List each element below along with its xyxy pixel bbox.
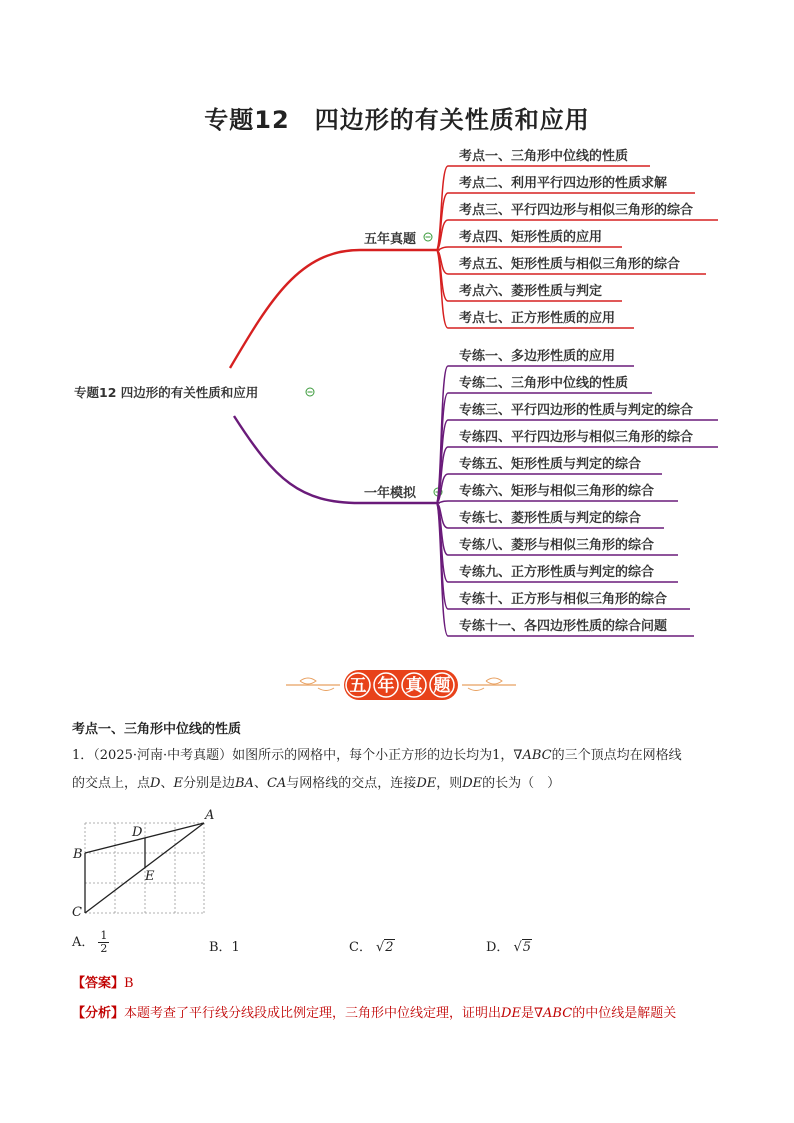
banner-char: 题 xyxy=(433,676,451,696)
answer-value: B xyxy=(124,976,134,991)
mindmap-item: 专练七、菱形性质与判定的综合 xyxy=(459,511,642,526)
grid-figure xyxy=(72,806,222,921)
question-text: 与网格线的交点，连接 xyxy=(286,776,417,791)
option-c xyxy=(349,936,395,955)
point-label: E xyxy=(173,776,183,791)
banner-char: 年 xyxy=(377,676,395,696)
label-a: A xyxy=(205,808,215,823)
mindmap-item: 考点五、矩形性质与相似三角形的综合 xyxy=(459,257,681,272)
denominator: 2 xyxy=(100,942,108,955)
question-text: ，则 xyxy=(436,776,463,791)
numerator: 1 xyxy=(100,929,108,942)
mindmap-item: 专练五、矩形性质与判定的综合 xyxy=(459,457,642,472)
radicand: 2 xyxy=(385,940,394,955)
radicand: 5 xyxy=(522,940,532,955)
section-heading: 考点一、三角形中位线的性质 xyxy=(72,722,242,737)
segment-label: CA xyxy=(266,776,287,791)
question-text: 、 xyxy=(253,776,267,791)
section-banner xyxy=(286,670,516,700)
mindmap-item: 专练十一、各四边形性质的综合问题 xyxy=(459,619,668,634)
question-text: 、 xyxy=(160,776,174,791)
question-text: 1．（2025·河南·中考真题）如图所示的网格中，每个小正方形的边长均为1， xyxy=(72,748,514,763)
question-line-1 xyxy=(72,742,732,770)
answer-options xyxy=(72,930,732,962)
mindmap-root: 专题12 四边形的有关性质和应用 xyxy=(74,385,259,400)
mindmap-item: 专练一、多边形性质的应用 xyxy=(459,349,616,364)
branch-label: 一年模拟 xyxy=(364,486,417,501)
mindmap-item: 考点二、利用平行四边形的性质求解 xyxy=(459,176,668,191)
analysis-line xyxy=(72,1000,742,1028)
answer-tag: 【答案】 xyxy=(72,976,125,991)
item-connector xyxy=(436,501,678,503)
sqrt-expression: √2 xyxy=(375,940,394,955)
option-label: B．1 xyxy=(209,940,240,955)
branch-label: 五年真题 xyxy=(364,232,417,247)
mindmap-item: 考点一、三角形中位线的性质 xyxy=(459,149,629,164)
label-b: B xyxy=(73,847,83,862)
triangle-symbol: ∇ABC xyxy=(513,748,552,763)
mindmap-item: 专练四、平行四边形与相似三角形的综合 xyxy=(459,430,694,445)
mindmap-item: 考点三、平行四边形与相似三角形的综合 xyxy=(459,203,694,218)
analysis-text: 的中位线是解题关 xyxy=(572,1006,677,1021)
option-label: D． xyxy=(486,940,510,955)
mindmap-item: 考点七、正方形性质的应用 xyxy=(459,311,616,326)
banner-char: 真 xyxy=(405,676,423,696)
question-text: 的长为（ ） xyxy=(482,776,561,791)
segment-label: DE xyxy=(462,776,483,791)
option-a xyxy=(72,930,109,955)
mindmap-item: 专练三、平行四边形的性质与判定的综合 xyxy=(459,403,694,418)
mindmap-item: 专练二、三角形中位线的性质 xyxy=(459,376,629,391)
option-d xyxy=(486,936,532,955)
question-line-2 xyxy=(72,770,732,798)
fraction xyxy=(98,930,109,955)
mindmap-item: 考点四、矩形性质的应用 xyxy=(459,230,603,245)
page-title: 专题12 四边形的有关性质和应用 xyxy=(204,106,590,134)
option-label: A． xyxy=(72,935,95,950)
option-b xyxy=(209,936,240,955)
point-label: D xyxy=(150,776,161,791)
label-c: C xyxy=(72,905,82,920)
sqrt-expression: √5 xyxy=(513,940,532,955)
option-label: C． xyxy=(349,940,372,955)
triangle-symbol: ∇ABC xyxy=(533,1006,573,1021)
branch-connector xyxy=(230,250,436,368)
mindmap-item: 考点六、菱形性质与判定 xyxy=(459,284,603,299)
analysis-text: 是 xyxy=(520,1006,534,1021)
mindmap-item: 专练九、正方形性质与判定的综合 xyxy=(459,565,655,580)
label-d: D xyxy=(132,825,143,840)
mindmap-item: 专练十、正方形与相似三角形的综合 xyxy=(459,592,668,607)
question-text: 的三个顶点均在网格线 xyxy=(551,748,682,763)
question-text: 的交点上，点 xyxy=(72,776,151,791)
analysis-tag: 【分析】 xyxy=(72,1006,125,1021)
mindmap-item: 专练六、矩形与相似三角形的综合 xyxy=(459,484,655,499)
answer-line xyxy=(72,970,134,998)
label-e: E xyxy=(145,869,155,884)
item-connector xyxy=(436,247,622,250)
question-text: 分别是边 xyxy=(182,776,235,791)
mindmap-item: 专练八、菱形与相似三角形的综合 xyxy=(459,538,655,553)
banner-char: 五 xyxy=(349,676,367,696)
segment-label: BA xyxy=(234,776,254,791)
segment-label: DE xyxy=(501,1006,521,1021)
analysis-text: 本题考查了平行线分线段成比例定理，三角形中位线定理，证明出 xyxy=(124,1006,502,1021)
segment-label: DE xyxy=(416,776,437,791)
